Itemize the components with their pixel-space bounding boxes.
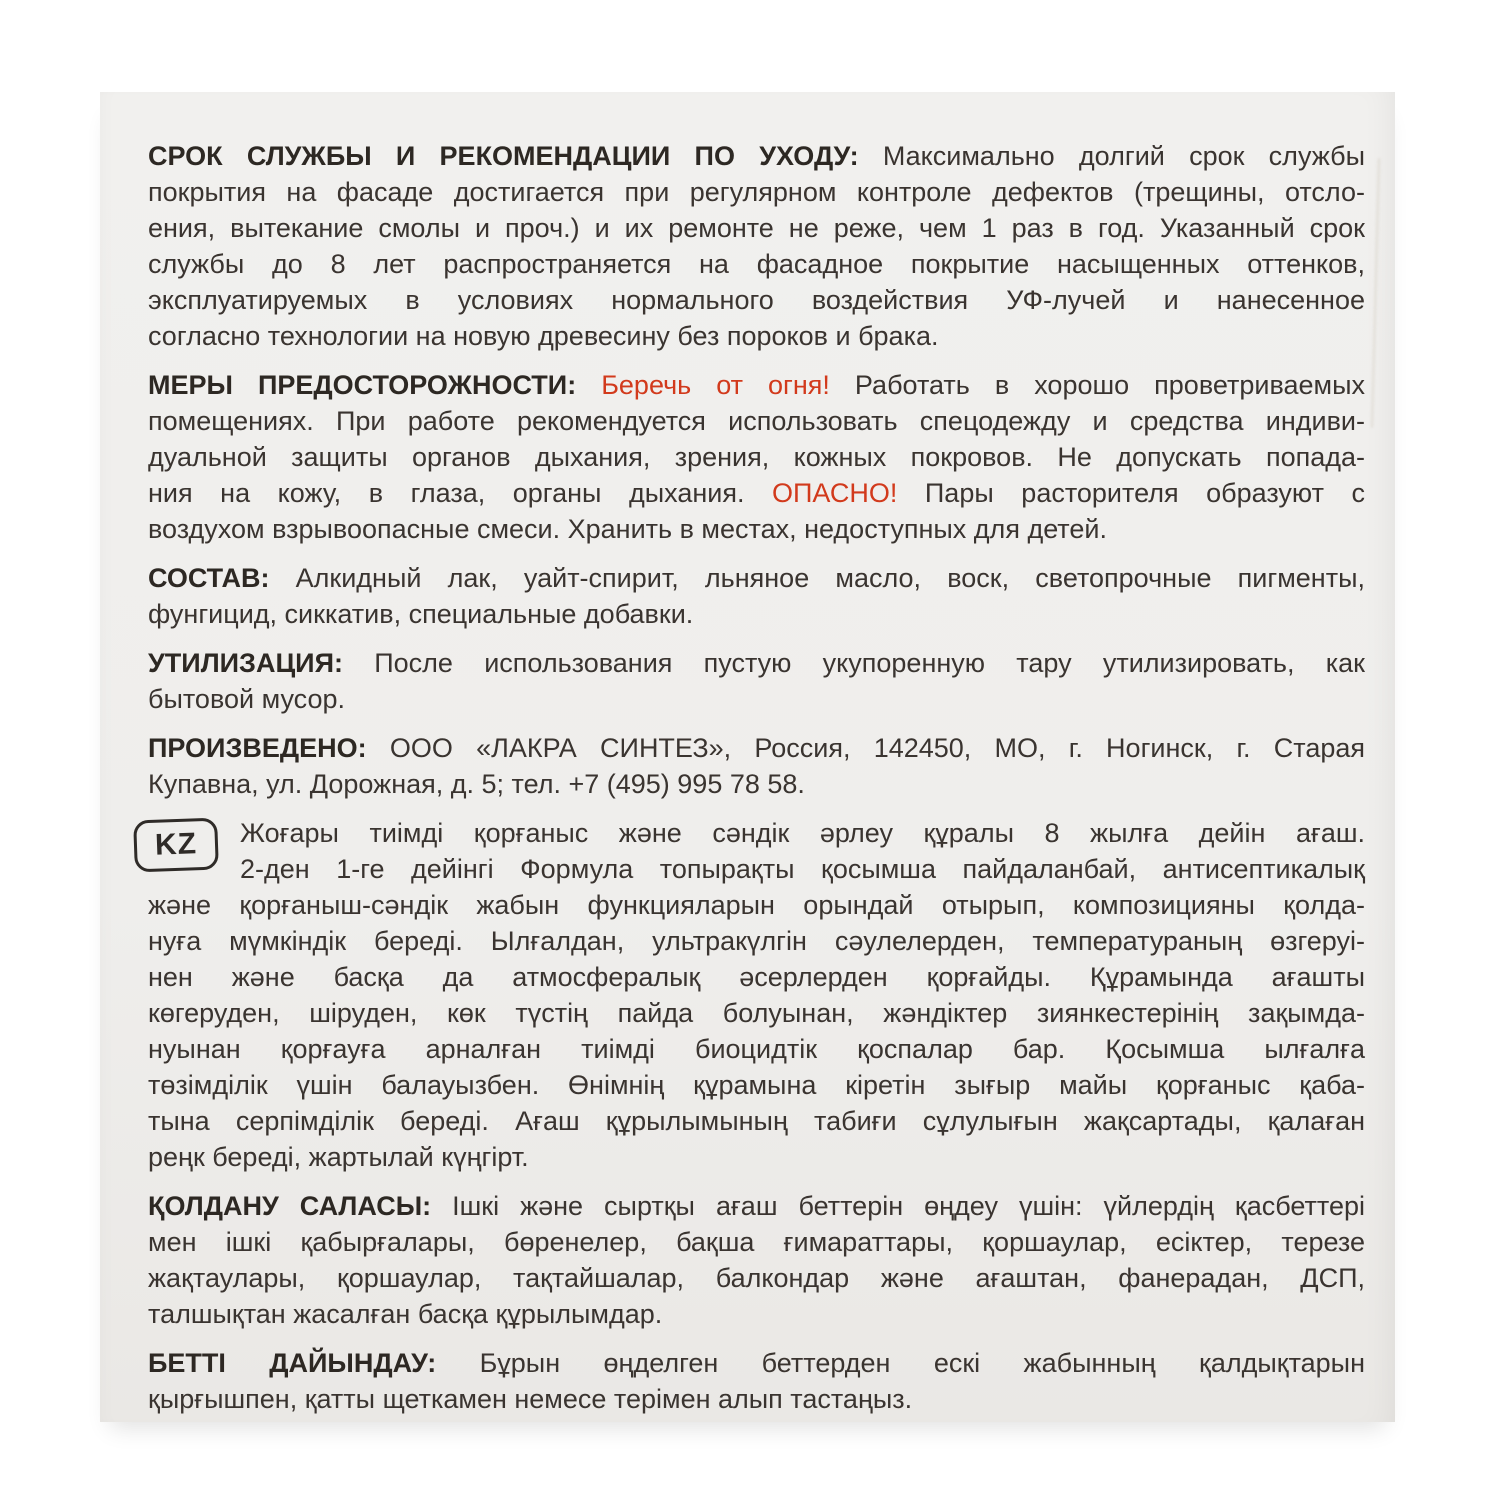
body-text: помещениях. При работе рекомендуется использовать спецодежду и средства индиви- xyxy=(148,406,1365,436)
text-line xyxy=(148,403,1365,439)
body-text: ения, вытекание смолы и проч.) и их ремонте не реже, чем 1 раз в год. Указанный срок xyxy=(148,213,1365,243)
text-line xyxy=(148,923,1365,959)
text-line xyxy=(148,596,1365,632)
section-service-life xyxy=(148,138,1365,354)
body-text: Жоғары тиімді қорғаныс және сәндік әрлеу құралы 8 жылға дейін ағаш. xyxy=(240,818,1365,848)
body-text: нуынан қорғауға арналған тиімді биоцидтік қоспалар бар. Қосымша ылғалға xyxy=(148,1034,1365,1064)
text-line xyxy=(148,1296,1365,1332)
body-text: Работать в хорошо проветриваемых xyxy=(829,370,1365,400)
body-text: жақтаулары, қоршаулар, тақтайшалар, балкондар және ағаштан, фанерадан, ДСП, xyxy=(148,1263,1365,1293)
warning-text: ОПАСНО! xyxy=(772,478,898,508)
text-line xyxy=(148,645,1365,681)
text-line xyxy=(148,959,1365,995)
text-line xyxy=(148,887,1365,923)
body-text: мен ішкі қабырғалары, бөренелер, бақша ғимараттары, қоршаулар, есіктер, терезе xyxy=(148,1227,1365,1257)
body-text: воздухом взрывоопасные смеси. Хранить в местах, недоступных для детей. xyxy=(148,514,1107,544)
section-heading: СОСТАВ: xyxy=(148,563,270,593)
section-composition xyxy=(148,560,1365,632)
text-line xyxy=(148,174,1365,210)
body-text: После использования пустую укупоренную тару утилизировать, как xyxy=(343,648,1365,678)
text-line xyxy=(148,282,1365,318)
body-text: нен және басқа да атмосфералық әсерлерден қорғайды. Құрамында ағашты xyxy=(148,962,1365,992)
warning-text: Беречь от огня! xyxy=(576,370,830,400)
body-text: Пары расторителя образуют с xyxy=(897,478,1365,508)
section-heading: МЕРЫ ПРЕДОСТОРОЖНОСТИ: xyxy=(148,370,577,400)
text-line xyxy=(148,1139,1365,1175)
text-line xyxy=(148,1103,1365,1139)
body-text: және қорғаныш-сәндік жабын функцияларын орындай отырып, композицияны қолда- xyxy=(148,890,1365,920)
body-text: дуальной защиты органов дыхания, зрения, кожных покровов. Не допускать попада- xyxy=(148,442,1365,472)
text-line xyxy=(148,439,1365,475)
text-line xyxy=(148,560,1365,596)
text-line xyxy=(148,246,1365,282)
body-text: покрытия на фасаде достигается при регулярном контроле дефектов (трещины, отсло- xyxy=(148,177,1365,207)
text-line xyxy=(148,766,1365,802)
body-text: қырғышпен, қатты щеткамен немесе терімен алып тастаңыз. xyxy=(148,1384,913,1414)
text-line xyxy=(148,1188,1365,1224)
text-line xyxy=(148,138,1365,174)
section-heading: СРОК СЛУЖБЫ И РЕКОМЕНДАЦИИ ПО УХОДУ: xyxy=(148,141,859,171)
text-line xyxy=(148,851,1365,887)
text-line xyxy=(148,1345,1365,1381)
body-text: Алкидный лак, уайт-спирит, льняное масло, воск, светопрочные пигменты, xyxy=(269,563,1365,593)
product-label xyxy=(100,92,1395,1422)
body-text: 2-ден 1-ге дейінгі Формула топырақты қосымша пайдаланбай, антисептикалық xyxy=(240,854,1365,884)
body-text: ООО «ЛАКРА СИНТЕЗ», Россия, 142450, МО, г. Ногинск, г. Старая xyxy=(366,733,1365,763)
text-line xyxy=(148,210,1365,246)
section-heading: ҚОЛДАНУ САЛАСЫ: xyxy=(148,1191,432,1221)
section-heading: БЕТТІ ДАЙЫНДАУ: xyxy=(148,1348,437,1378)
section-heading: УТИЛИЗАЦИЯ: xyxy=(148,648,343,678)
body-text: Ішкі және сыртқы ағаш беттерін өңдеу үшін: үйлердің қасбеттері xyxy=(431,1191,1366,1221)
body-text: Бұрын өңделген беттерден ескі жабынның қалдықтарын xyxy=(436,1348,1366,1378)
label-crease-mark xyxy=(1370,158,1380,428)
body-text: реңк береді, жартылай күңгірт. xyxy=(148,1142,529,1172)
text-line xyxy=(148,815,1365,851)
text-line xyxy=(148,730,1365,766)
text-line xyxy=(148,995,1365,1031)
body-text: төзімділік үшін балауызбен. Өнімнің құрамына кіретін зығыр майы қорғаныс қаба- xyxy=(148,1070,1365,1100)
text-line xyxy=(148,475,1365,511)
kz-country-badge: KZ xyxy=(133,818,219,873)
text-line xyxy=(148,367,1365,403)
text-line xyxy=(148,1224,1365,1260)
body-text: тына серпімділік береді. Ағаш құрылымының табиғи сұлулығын жақсартады, қалаған xyxy=(148,1106,1365,1136)
body-text: Максимально долгий срок службы xyxy=(858,141,1365,171)
body-text: Купавна, ул. Дорожная, д. 5; тел. +7 (495) 995 78 58. xyxy=(148,769,805,799)
body-text: нуға мүмкіндік береді. Ылғалдан, ультракүлгін сәулелерден, температураның өзгеруі- xyxy=(148,926,1365,956)
body-text: талшықтан жасалған басқа құрылымдар. xyxy=(148,1299,663,1329)
body-text: бытовой мусор. xyxy=(148,684,345,714)
body-text: ния на кожу, в глаза, органы дыхания. xyxy=(148,478,773,508)
section-kz-description xyxy=(148,815,1365,1175)
section-surface-preparation xyxy=(148,1345,1365,1417)
body-text: согласно технологии на новую древесину без пороков и брака. xyxy=(148,321,939,351)
text-line xyxy=(148,1260,1365,1296)
section-application-area xyxy=(148,1188,1365,1332)
section-heading: ПРОИЗВЕДЕНО: xyxy=(148,733,367,763)
section-disposal xyxy=(148,645,1365,717)
text-line xyxy=(148,1031,1365,1067)
text-line xyxy=(148,681,1365,717)
text-line xyxy=(148,511,1365,547)
text-line xyxy=(148,1067,1365,1103)
section-manufacturer xyxy=(148,730,1365,802)
text-line xyxy=(148,318,1365,354)
section-precautions xyxy=(148,367,1365,547)
body-text: фунгицид, сиккатив, специальные добавки. xyxy=(148,599,694,629)
body-text: эксплуатируемых в условиях нормального воздействия УФ-лучей и нанесенное xyxy=(148,285,1365,315)
body-text: көгеруден, шіруден, көк түстің пайда болуынан, жәндіктер зиянкестерінің зақымда- xyxy=(148,998,1365,1028)
text-line xyxy=(148,1381,1365,1417)
body-text: службы до 8 лет распространяется на фасадное покрытие насыщенных оттенков, xyxy=(148,249,1365,279)
